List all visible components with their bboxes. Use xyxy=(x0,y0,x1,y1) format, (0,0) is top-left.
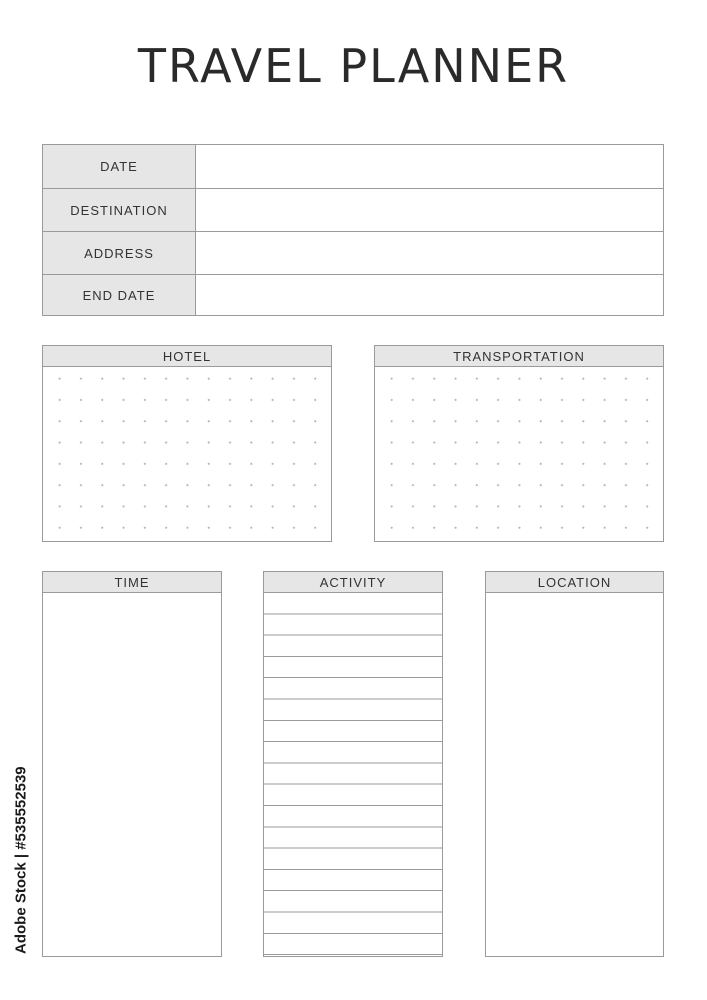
activity-ruled-lines[interactable] xyxy=(264,593,442,956)
date-label: DATE xyxy=(43,145,196,188)
time-header: TIME xyxy=(43,572,221,593)
transportation-dot-grid[interactable] xyxy=(375,367,663,541)
hotel-dot-grid[interactable] xyxy=(43,367,331,541)
info-row-destination xyxy=(43,188,663,231)
hotel-box xyxy=(42,345,332,542)
address-field[interactable] xyxy=(196,232,663,274)
destination-label: DESTINATION xyxy=(43,189,196,231)
location-box xyxy=(485,571,664,957)
end-date-label: END DATE xyxy=(43,275,196,315)
end-date-field[interactable] xyxy=(196,275,663,315)
page-title: TRAVEL PLANNER xyxy=(137,39,570,93)
activity-header: ACTIVITY xyxy=(264,572,442,593)
transportation-box xyxy=(374,345,664,542)
transportation-header: TRANSPORTATION xyxy=(375,346,663,367)
info-row-end-date xyxy=(43,274,663,315)
activity-box xyxy=(263,571,443,957)
time-box xyxy=(42,571,222,957)
stock-watermark-id: Adobe Stock | #535552539 xyxy=(12,766,30,954)
location-header: LOCATION xyxy=(486,572,663,593)
destination-field[interactable] xyxy=(196,189,663,231)
address-label: ADDRESS xyxy=(43,232,196,274)
date-field[interactable] xyxy=(196,145,663,188)
trip-info-table xyxy=(42,144,664,316)
info-row-date xyxy=(43,145,663,188)
hotel-header: HOTEL xyxy=(43,346,331,367)
info-row-address xyxy=(43,231,663,274)
